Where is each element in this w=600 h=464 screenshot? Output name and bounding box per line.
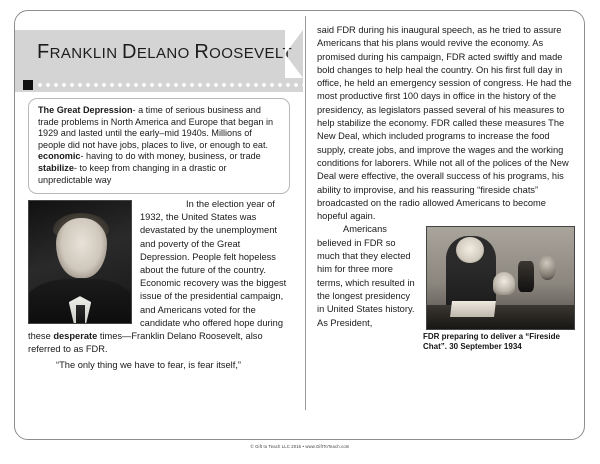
vocab-entry-great-depression: [38, 105, 280, 151]
column-divider: [305, 16, 306, 410]
dot-pattern: [37, 78, 303, 92]
vocab-entry-economic: [38, 151, 280, 163]
vocab-definition-great-depression: - a time of serious business and trade problems in North America and Europe that began in 1929 and lasted until the early–mid 1940s. Millions of people did not have jobs, places to live, or enough to eat.: [38, 105, 274, 150]
footer-copyright: © Gift to Teach LLC 2016 • www.GiftToTeach.com: [250, 444, 350, 449]
vocab-entry-stabilize: [38, 163, 280, 186]
radio-photo-papers: [450, 301, 496, 317]
vocab-term-stabilize: stabilize: [38, 162, 74, 173]
left-column: [28, 198, 290, 373]
vocabulary-callout-box: [28, 98, 290, 194]
portrait-face: [56, 218, 107, 278]
page-title: FRANKLIN DELANO ROOSEVELT: [37, 41, 293, 63]
banner-dotted-rule: [15, 78, 303, 92]
right-body-paragraph-1: said FDR during his inaugural speech, as he tried to assure Americans that his plans would revive the economy. As promised during his campaign, FDR acted swiftly and made bold changes to help heal the country. On his first full day in office, he held an emergency session of congress. He had the most productive first 100 days in office in the history of the presidency, as legislators passed several of his measures to help stabilize the economy. FDR called these measures The New Deal, which included programs to increase the food supply, create jobs, and improve the wages and the working conditions for laborers. While not all of the polices of the New Deal were effective, the overall success of his programs, his ability to improvise, and his reassuring “fireside chats” broadcasted on the radio allowed Americans to become hopeful again.: [317, 25, 572, 222]
fdr-fireside-chat-photo: [426, 226, 575, 330]
vocab-term-great-depression: The Great Depression: [38, 105, 133, 115]
left-paragraph-bold-word: desperate: [53, 331, 98, 342]
black-square-marker: [23, 80, 33, 90]
right-column: [317, 24, 575, 352]
right-paragraph-2-text: Americans believed in FDR so much that they elected him for three more terms, which resulted in the longest presidency in United States history. As President,: [317, 224, 415, 328]
microphone-secondary-icon: [518, 261, 534, 292]
vocab-definition-stabilize: - to keep from changing in a drastic or unpredictable way: [38, 162, 227, 185]
vocab-term-economic: economic: [38, 151, 81, 162]
fdr-portrait-photo: [28, 200, 132, 324]
fdr-quote: “The only thing we have to fear, is fear itself,”: [56, 360, 241, 371]
microphone-icon: [493, 272, 515, 294]
photo-caption: FDR preparing to deliver a “Fireside Chat”. 30 September 1934: [423, 332, 560, 352]
left-paragraph-text: In the election year of 1932, the United States was devastated by the unemployment and poverty of the Great Depression. People felt hopeless about the future of the country. Economic recovery was the biggest issue of the presidential campaign, and Americans voted for the candidate who offered hope during these: [28, 199, 287, 342]
title-banner: [15, 30, 303, 78]
vocab-definition-economic: - having to do with money, business, or trade: [80, 151, 261, 162]
banner-notch-shape: [285, 30, 303, 78]
left-paragraph-rest: times—Franklin Delano Roosevelt, also referred to as FDR.: [28, 331, 263, 355]
portrait-tie: [76, 305, 85, 323]
